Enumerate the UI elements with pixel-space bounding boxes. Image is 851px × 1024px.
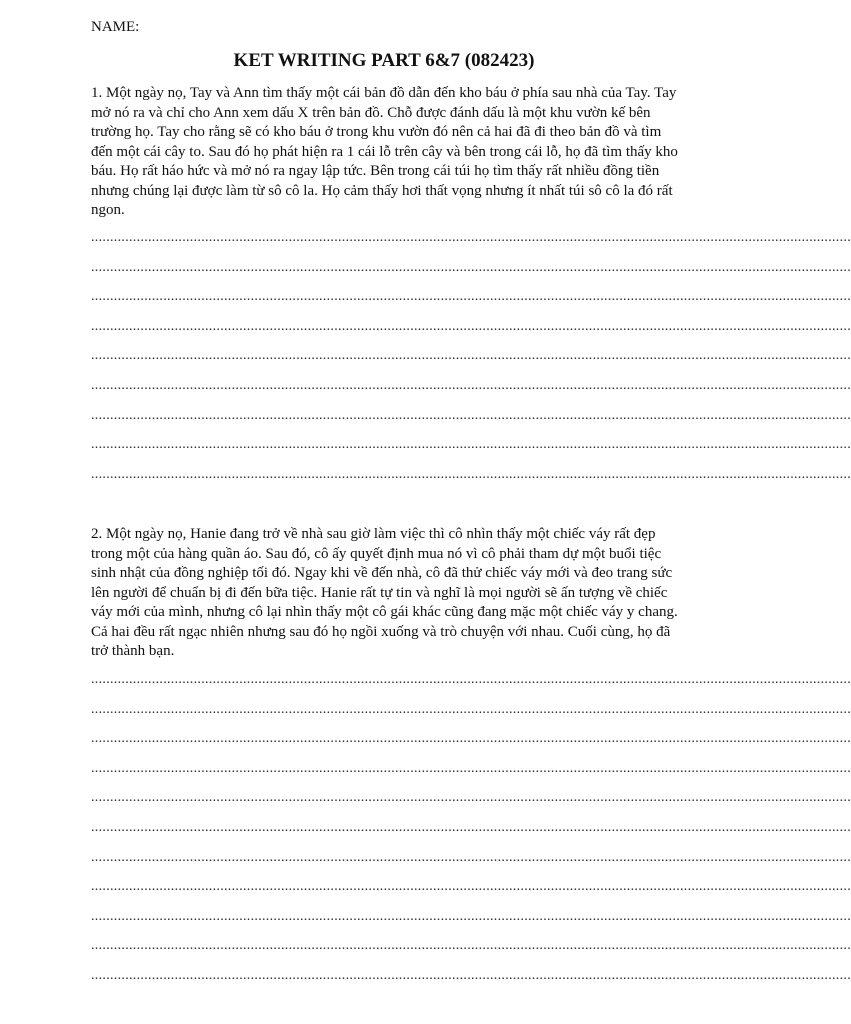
answer-line: ........................................................................................................................................................................................................ xyxy=(91,790,851,806)
answer-line: ........................................................................................................................................................................................................ xyxy=(91,938,851,954)
question-1-text: 1. Một ngày nọ, Tay và Ann tìm thấy một cái bản đồ dẫn đến kho báu ở phía sau nhà của Tay. Tay mở nó ra và chỉ cho Ann xem dấu X trên bản đồ. Chỗ được đánh dấu là một khu vườn kế bên trường họ. Tay cho rằng sẽ có kho báu ở trong khu vườn đó nên cả hai đã đi theo bản đồ và tìm đến một cái cây to. Sau đó họ phát hiện ra 1 cái lỗ trên cây và bên trong cái lỗ, họ đã tìm thấy kho báu. Họ rất háo hức và mở nó ra ngay lập tức. Bên trong cái túi họ tìm thấy rất nhiều đồng tiền nhưng chúng lại được làm từ sô cô la. Họ cảm thấy hơi thất vọng nhưng ít nhất túi sô cô la đó rất ngon. xyxy=(91,85,678,218)
answer-line: ........................................................................................................................................................................................................ xyxy=(91,230,851,245)
answer-line: ........................................................................................................................................................................................................ xyxy=(91,348,851,364)
answer-line: ........................................................................................................................................................................................................ xyxy=(91,437,851,453)
answer-line: ........................................................................................................................................................................................................ xyxy=(91,259,851,275)
answer-line: ........................................................................................................................................................................................................ xyxy=(91,289,851,305)
answer-line: ........................................................................................................................................................................................................ xyxy=(91,879,851,895)
answer-line: ........................................................................................................................................................................................................ xyxy=(91,318,851,334)
answer-line: ........................................................................................................................................................................................................ xyxy=(91,849,851,865)
answer-line: ........................................................................................................................................................................................................ xyxy=(91,701,851,717)
answer-line: ........................................................................................................................................................................................................ xyxy=(91,407,851,423)
answer-line: ........................................................................................................................................................................................................ xyxy=(91,908,851,924)
answer-line: ........................................................................................................................................................................................................ xyxy=(91,672,851,687)
answer-line: ........................................................................................................................................................................................................ xyxy=(91,466,851,482)
answer-line: ........................................................................................................................................................................................................ xyxy=(91,378,851,393)
answer-line: ........................................................................................................................................................................................................ xyxy=(91,968,851,983)
answer-line: ........................................................................................................................................................................................................ xyxy=(91,820,851,835)
question-2-text: 2. Một ngày nọ, Hanie đang trở về nhà sau giờ làm việc thì cô nhìn thấy một chiếc váy rất đẹp trong một của hàng quần áo. Sau đó, cô ấy quyết định mua nó vì cô phải tham dự một buổi tiệc sinh nhật của đồng nghiệp tối đó. Ngay khi về đến nhà, cô đã thử chiếc váy mới và đeo trang sức lên người để chuẩn bị đi đến bữa tiệc. Hanie rất tự tin và nghĩ là mọi người sẽ ấn tượng về chiếc váy mới của mình, nhưng cô lại nhìn thấy một cô gái khác cũng đang mặc một chiếc váy y chang. Cả hai đều rất ngạc nhiên nhưng sau đó họ ngồi xuống và trò chuyện với nhau. Cuối cùng, họ đã trở thành bạn. xyxy=(91,526,678,659)
answer-line: ........................................................................................................................................................................................................ xyxy=(91,760,851,776)
page-title: KET WRITING PART 6&7 (082423) xyxy=(233,50,535,71)
answer-line: ........................................................................................................................................................................................................ xyxy=(91,731,851,747)
name-label: NAME: xyxy=(91,19,140,35)
